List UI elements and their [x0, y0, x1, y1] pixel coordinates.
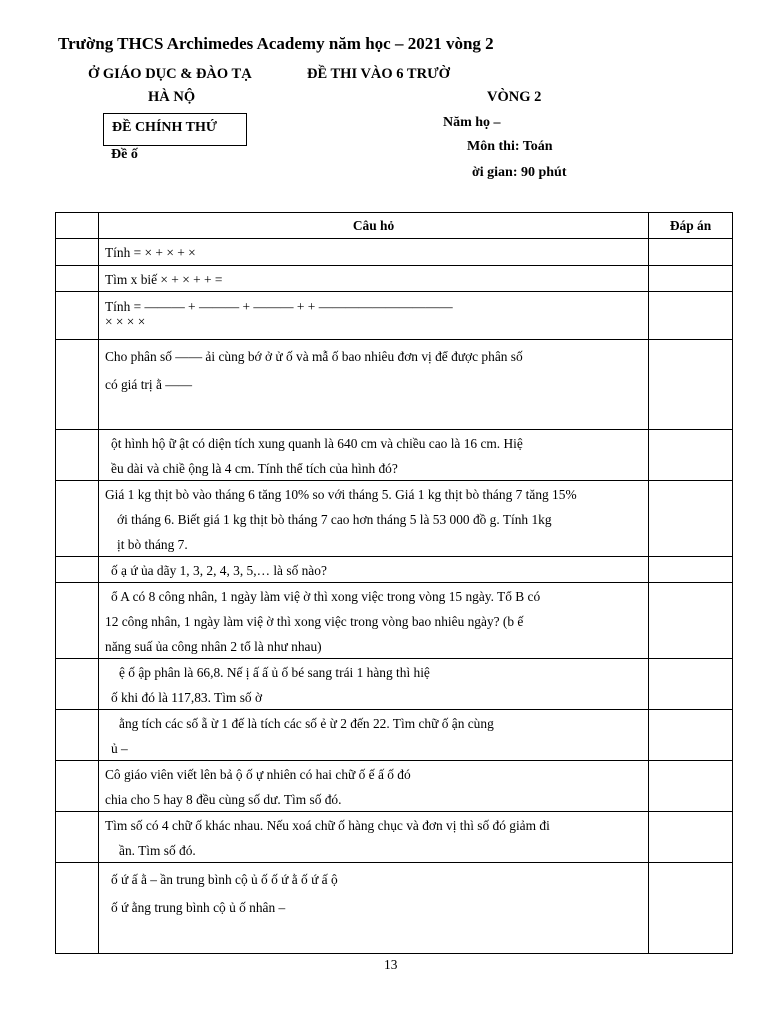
answer-cell[interactable] — [649, 481, 733, 557]
official-label: ĐỀ CHÍNH THỨ — [112, 120, 218, 135]
question-column-header: Câu hỏ — [99, 213, 649, 239]
question-cell — [99, 583, 649, 659]
number-column-header — [56, 213, 99, 239]
table-row — [56, 863, 733, 954]
question-text: năng suấ ủa công nhân 2 tổ là như nhau) — [105, 639, 322, 654]
question-text: Tìm số có 4 chữ ố khác nhau. Nếu xoá chữ ố hàng chục và đơn vị thì số đó giảm đi — [105, 818, 550, 833]
question-text: Cô giáo viên viết lên bả ộ ố ự nhiên có hai chữ ố ế ấ ố đó — [105, 767, 411, 782]
number-cell — [56, 239, 99, 266]
question-cell — [99, 812, 649, 863]
exam-title: Trường THCS Archimedes Academy năm học – 2021 vòng 2 — [58, 34, 494, 53]
number-cell — [56, 761, 99, 812]
answer-cell[interactable] — [649, 863, 733, 954]
question-text: 12 công nhân, 1 ngày làm việ ờ thì xong việc trong vòng bao nhiêu ngày? (b ế — [105, 614, 524, 629]
question-text: ủ – — [111, 741, 128, 756]
table-row — [56, 239, 733, 266]
question-cell — [99, 430, 649, 481]
department-name: Ở GIÁO DỤC & ĐÀO TẠ — [88, 66, 252, 82]
question-text: Cho phân số —— ải cùng bớ ở ử ố và mẫ ố bao nhiêu đơn vị để được phân số — [105, 349, 523, 364]
answer-cell[interactable] — [649, 710, 733, 761]
page-number: 13 — [384, 957, 398, 972]
question-text: ịt bò tháng 7. — [117, 537, 188, 552]
question-cell — [99, 481, 649, 557]
question-text: có giá trị ằ —— — [105, 377, 193, 392]
number-cell — [56, 430, 99, 481]
answer-cell[interactable] — [649, 557, 733, 583]
official-stamp-box — [103, 113, 247, 146]
school-year: Năm họ – — [443, 115, 501, 130]
table-row — [56, 812, 733, 863]
answer-cell[interactable] — [649, 583, 733, 659]
question-text: ần. Tìm số đó. — [119, 843, 196, 858]
city-name: HÀ NỘ — [148, 89, 196, 105]
question-text: Tìm x biế × + × + + = — [105, 272, 223, 287]
question-cell — [99, 340, 649, 430]
exam-code: Đề ố — [111, 147, 138, 162]
question-text: ố khi đó là 117,83. Tìm số ờ — [111, 690, 263, 705]
time-limit: ời gian: 90 phút — [472, 165, 567, 180]
table-row — [56, 292, 733, 340]
table-row — [56, 761, 733, 812]
subject: Môn thi: Toán — [467, 139, 553, 154]
question-text: Tính = ——— + ——— + ——— + + —————————— — [105, 299, 453, 314]
answer-cell[interactable] — [649, 430, 733, 481]
question-text: ố ạ ứ ủa dãy 1, 3, 2, 4, 3, 5,… là số nào? — [111, 563, 327, 578]
number-cell — [56, 863, 99, 954]
table-row — [56, 340, 733, 430]
question-cell — [99, 292, 649, 340]
table-header-row — [56, 213, 733, 239]
table-row — [56, 430, 733, 481]
table-row — [56, 659, 733, 710]
question-text: ột hình hộ ữ ật có diện tích xung quanh là 640 cm và chiều cao là 16 cm. Hiệ — [111, 436, 523, 451]
question-text: ằng tích các số ẵ ừ 1 đế là tích các số ẻ ừ 2 đến 22. Tìm chữ ố ận cùng — [119, 716, 494, 731]
question-text: ổ A có 8 công nhân, 1 ngày làm việ ờ thì xong việc trong vòng 15 ngày. Tổ B có — [111, 589, 541, 604]
question-cell — [99, 761, 649, 812]
question-text: chia cho 5 hay 8 đều cùng số dư. Tìm số đó. — [105, 792, 342, 807]
question-text: ố ứ ấ ằ – ần trung bình cộ ủ ố ố ứ ằ ố ứ ấ ộ — [111, 872, 338, 887]
round-label: VÒNG 2 — [487, 89, 542, 105]
answer-cell[interactable] — [649, 659, 733, 710]
number-cell — [56, 583, 99, 659]
number-cell — [56, 659, 99, 710]
table-row — [56, 583, 733, 659]
question-text: ố ứ ằng trung bình cộ ủ ố nhân – — [111, 900, 286, 915]
question-text: ệ ố ập phân là 66,8. Nế ị ấ ấ ủ ố bé sang trái 1 hàng thì hiệ — [119, 665, 430, 680]
question-text: ều dài và chiề ộng là 4 cm. Tính thể tích của hình đó? — [111, 461, 398, 476]
answer-cell[interactable] — [649, 266, 733, 292]
table-row — [56, 557, 733, 583]
exam-label: ĐỀ THI VÀO 6 TRƯỜ — [307, 66, 450, 82]
number-cell — [56, 481, 99, 557]
answer-cell[interactable] — [649, 812, 733, 863]
question-cell — [99, 863, 649, 954]
question-text: ới tháng 6. Biết giá 1 kg thịt bò tháng 7 cao hơn tháng 5 là 53 000 đồ g. Tính 1kg — [117, 512, 552, 527]
number-cell — [56, 292, 99, 340]
question-text: Giá 1 kg thịt bò vào tháng 6 tăng 10% so với tháng 5. Giá 1 kg thịt bò tháng 7 tăng 15% — [105, 487, 577, 502]
answer-cell[interactable] — [649, 761, 733, 812]
question-text-denominators: × × × × — [105, 315, 146, 329]
table-row — [56, 481, 733, 557]
question-table — [55, 212, 733, 954]
question-cell — [99, 710, 649, 761]
question-cell — [99, 557, 649, 583]
table-row — [56, 710, 733, 761]
number-cell — [56, 557, 99, 583]
question-cell — [99, 239, 649, 266]
number-cell — [56, 340, 99, 430]
answer-cell[interactable] — [649, 292, 733, 340]
number-cell — [56, 812, 99, 863]
answer-cell[interactable] — [649, 340, 733, 430]
answer-cell[interactable] — [649, 239, 733, 266]
question-cell — [99, 659, 649, 710]
table-row — [56, 266, 733, 292]
answer-column-header: Đáp án — [649, 213, 733, 239]
question-text: Tính = × + × + × — [105, 245, 196, 260]
number-cell — [56, 710, 99, 761]
question-cell — [99, 266, 649, 292]
number-cell — [56, 266, 99, 292]
